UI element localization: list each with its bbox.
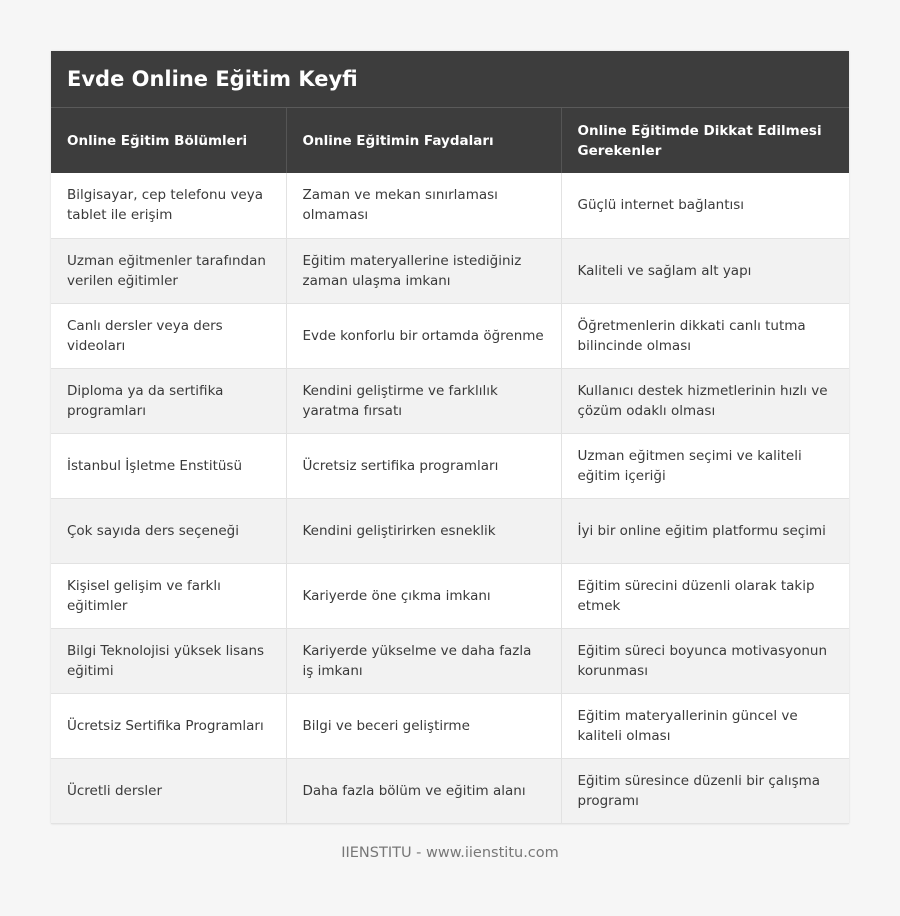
header-row <box>51 108 849 173</box>
table-cell: Kaliteli ve sağlam alt yapı <box>561 238 849 303</box>
table-cell: Ücretsiz Sertifika Programları <box>51 693 286 758</box>
table-row <box>51 628 849 693</box>
table-cell: Eğitim materyallerinin güncel ve kaliteli olması <box>561 693 849 758</box>
table-cell: Evde konforlu bir ortamda öğrenme <box>286 303 561 368</box>
table-row <box>51 238 849 303</box>
table-cell: Kariyerde yükselme ve daha fazla iş imkanı <box>286 628 561 693</box>
table-card <box>51 51 849 824</box>
column-header-benefits: Online Eğitimin Faydaları <box>286 108 561 173</box>
table-cell: Eğitim süresince düzenli bir çalışma programı <box>561 758 849 823</box>
table-cell: Kişisel gelişim ve farklı eğitimler <box>51 563 286 628</box>
table-cell: Kendini geliştirirken esneklik <box>286 498 561 563</box>
table-cell: Zaman ve mekan sınırlaması olmaması <box>286 173 561 238</box>
table-cell: Uzman eğitmenler tarafından verilen eğitimler <box>51 238 286 303</box>
table-cell: Kendini geliştirme ve farklılık yaratma fırsatı <box>286 368 561 433</box>
column-header-considerations: Online Eğitimde Dikkat Edilmesi Gerekenler <box>561 108 849 173</box>
table-row <box>51 693 849 758</box>
table-cell: Kullanıcı destek hizmetlerinin hızlı ve çözüm odaklı olması <box>561 368 849 433</box>
table-cell: Ücretsiz sertifika programları <box>286 433 561 498</box>
table-cell: Eğitim materyallerine istediğiniz zaman ulaşma imkanı <box>286 238 561 303</box>
table-cell: Güçlü internet bağlantısı <box>561 173 849 238</box>
data-table <box>51 108 849 824</box>
footer-credit: IIENSTITU - www.iienstitu.com <box>341 845 559 861</box>
table-row <box>51 173 849 238</box>
table-cell: Bilgi Teknolojisi yüksek lisans eğitimi <box>51 628 286 693</box>
table-cell: İyi bir online eğitim platformu seçimi <box>561 498 849 563</box>
table-cell: Diploma ya da sertifika programları <box>51 368 286 433</box>
table-cell: Eğitim sürecini düzenli olarak takip etmek <box>561 563 849 628</box>
table-cell: İstanbul İşletme Enstitüsü <box>51 433 286 498</box>
column-header-sections: Online Eğitim Bölümleri <box>51 108 286 173</box>
table-cell: Çok sayıda ders seçeneği <box>51 498 286 563</box>
table-cell: Eğitim süreci boyunca motivasyonun korunması <box>561 628 849 693</box>
table-row <box>51 758 849 823</box>
table-row <box>51 368 849 433</box>
table-cell: Canlı dersler veya ders videoları <box>51 303 286 368</box>
table-row <box>51 498 849 563</box>
table-row <box>51 433 849 498</box>
table-cell: Uzman eğitmen seçimi ve kaliteli eğitim içeriği <box>561 433 849 498</box>
table-cell: Bilgi ve beceri geliştirme <box>286 693 561 758</box>
table-cell: Öğretmenlerin dikkati canlı tutma bilincinde olması <box>561 303 849 368</box>
table-cell: Bilgisayar, cep telefonu veya tablet ile erişim <box>51 173 286 238</box>
table-cell: Kariyerde öne çıkma imkanı <box>286 563 561 628</box>
table-row <box>51 303 849 368</box>
table-title: Evde Online Eğitim Keyfi <box>51 51 849 108</box>
table-cell: Ücretli dersler <box>51 758 286 823</box>
table-cell: Daha fazla bölüm ve eğitim alanı <box>286 758 561 823</box>
table-row <box>51 563 849 628</box>
